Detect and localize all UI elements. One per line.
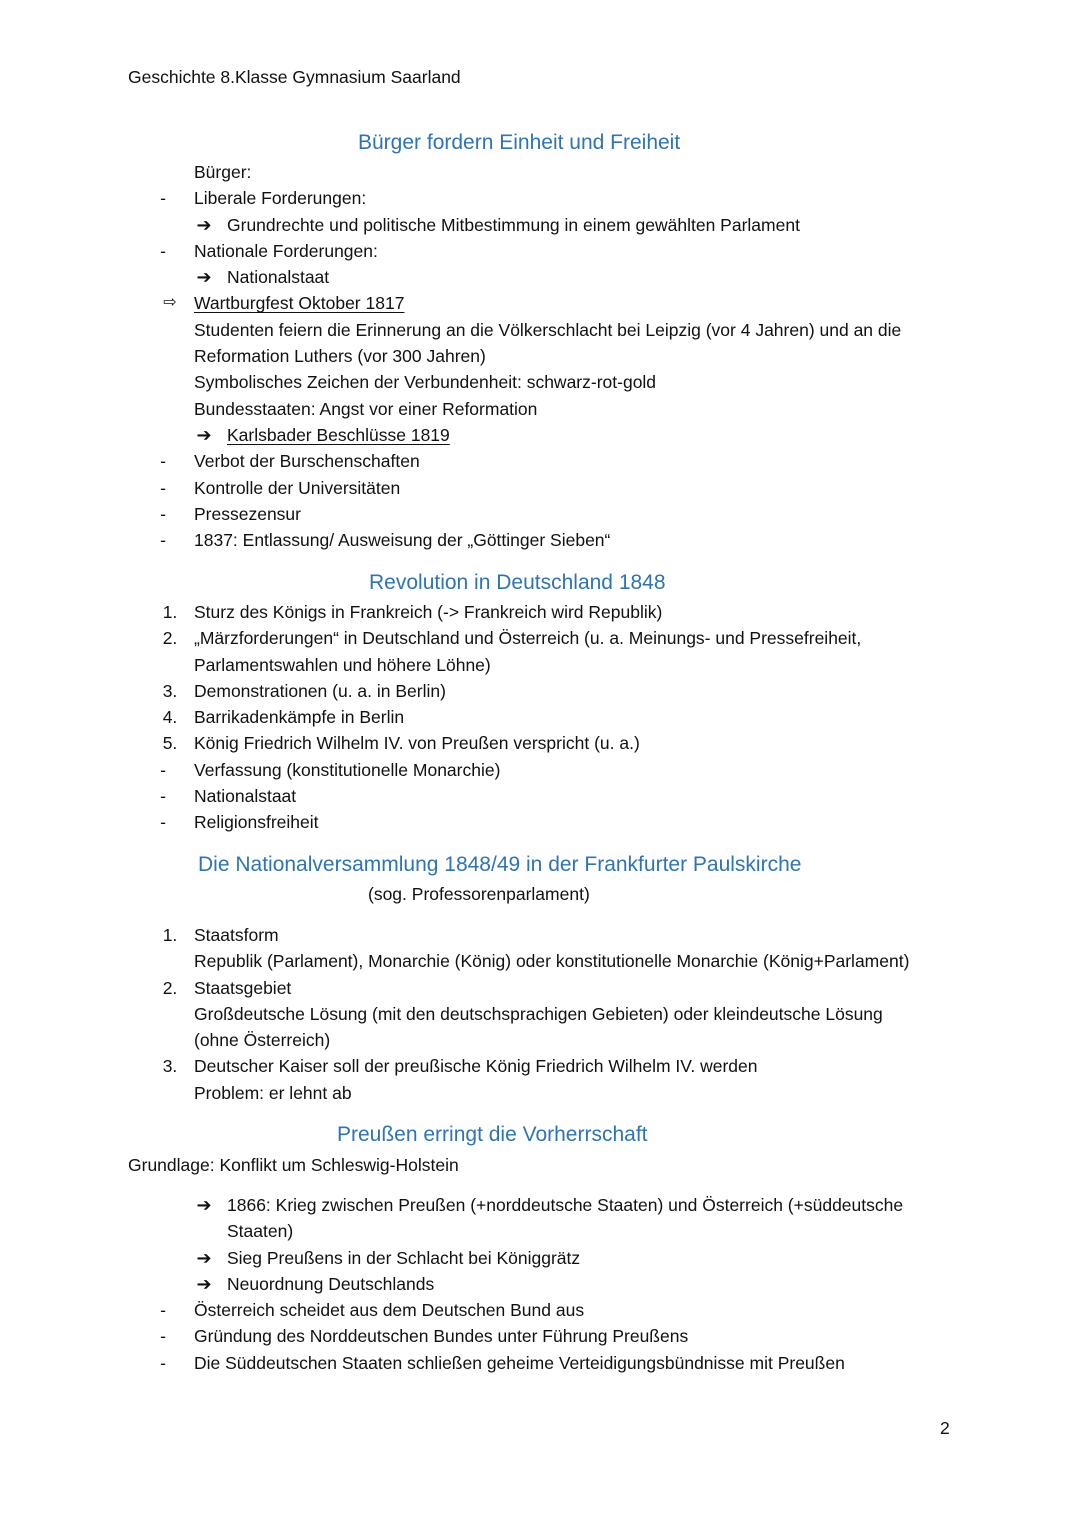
list-item: (ohne Österreich) [194, 1030, 331, 1051]
arrow-right-icon: ➔ [196, 1247, 212, 1268]
list-number: 2. [162, 977, 178, 998]
section-subheading: (sog. Professorenparlament) [368, 884, 590, 904]
section-nationalversammlung-list [0, 922, 1000, 1106]
list-number: 1. [162, 925, 178, 945]
list-item: - Kontrolle der Universitäten [0, 475, 1000, 501]
list-number: 1. [162, 602, 178, 622]
list-item: - Österreich scheidet aus dem Deutschen Bund aus [0, 1297, 1000, 1323]
dash-bullet: - [160, 530, 166, 551]
list-item: Symbolisches Zeichen der Verbundenheit: schwarz-rot-gold [194, 372, 657, 393]
arrow-right-icon: ➔ [196, 1273, 212, 1294]
arrow-right-icon: ➔ [196, 1195, 212, 1215]
list-item: 2. „Märzforderungen“ in Deutschland und Österreich (u. a. Meinungs- und Pressefreiheit, [0, 625, 1000, 651]
arrow-right-icon: ➔ [196, 424, 212, 445]
dash-bullet: - [160, 477, 166, 498]
list-item: - Die Süddeutschen Staaten schließen geheime Verteidigungsbündnisse mit Preußen [0, 1350, 1000, 1376]
list-item: Problem: er lehnt ab [194, 1082, 352, 1103]
list-item: 3. Demonstrationen (u. a. in Berlin) [0, 678, 1000, 704]
list-item: - Liberale Forderungen: [0, 185, 1000, 211]
arrow-right-icon: ➔ [196, 214, 212, 235]
list-item: ➔ Grundrechte und politische Mitbestimmung in einem gewählten Parlament [0, 212, 1000, 238]
list-item: - Gründung des Norddeutschen Bundes unter Führung Preußens [0, 1323, 1000, 1349]
section-heading-preussen: Preußen erringt die Vorherrschaft [337, 1123, 648, 1146]
list-item: Bürger: [194, 162, 252, 182]
list-item: - Verfassung (konstitutionelle Monarchie) [0, 757, 1000, 783]
list-item: 1. Staatsform [0, 922, 1000, 948]
list-item: 4. Barrikadenkämpfe in Berlin [0, 704, 1000, 730]
dash-bullet: - [160, 1300, 166, 1321]
list-item: - Verbot der Burschenschaften [0, 448, 1000, 474]
section-heading-revolution: Revolution in Deutschland 1848 [369, 571, 666, 594]
list-item: 2. Staatsgebiet [0, 975, 1000, 1001]
list-item: Bundesstaaten: Angst vor einer Reformation [194, 398, 538, 419]
section-revolution-list [0, 599, 1000, 836]
list-item: Reformation Luthers (vor 300 Jahren) [194, 346, 486, 367]
dash-bullet: - [160, 812, 166, 833]
dash-bullet: - [160, 1326, 166, 1347]
section-heading-nationalversammlung: Die Nationalversammlung 1848/49 in der Frankfurter Paulskirche [198, 853, 802, 876]
list-item: ➔ Sieg Preußens in der Schlacht bei Königgrätz [0, 1245, 1000, 1271]
list-item: Parlamentswahlen und höhere Löhne) [194, 654, 491, 675]
list-item: ➔ Nationalstaat [0, 264, 1000, 290]
list-item: - Pressezensur [0, 501, 1000, 527]
list-item: ➔ 1866: Krieg zwischen Preußen (+norddeutsche Staaten) und Österreich (+süddeutsche [0, 1192, 1000, 1218]
list-item: Großdeutsche Lösung (mit den deutschsprachigen Gebieten) oder kleindeutsche Lösung [194, 1003, 883, 1024]
list-item: - Nationale Forderungen: [0, 238, 1000, 264]
dash-bullet: - [160, 503, 166, 524]
list-item: 5. König Friedrich Wilhelm IV. von Preußen verspricht (u. a.) [0, 730, 1000, 756]
hollow-arrow-right-icon: ⇨ [163, 294, 177, 312]
list-number: 4. [162, 707, 178, 728]
section-intro: Grundlage: Konflikt um Schleswig-Holstein [128, 1155, 459, 1175]
list-item: Republik (Parlament), Monarchie (König) oder konstitutionelle Monarchie (König+Parlament) [194, 951, 910, 972]
list-item: Staaten) [227, 1221, 294, 1242]
dash-bullet: - [160, 759, 166, 780]
section-preussen-list [0, 1192, 1000, 1376]
list-item: ➔ Karlsbader Beschlüsse 1819 [0, 422, 1000, 448]
list-number: 3. [162, 680, 178, 701]
page-number: 2 [940, 1418, 950, 1438]
dash-bullet: - [160, 240, 166, 261]
list-number: 2. [162, 628, 178, 649]
dash-bullet: - [160, 786, 166, 807]
dash-bullet: - [160, 188, 166, 209]
list-item: - Religionsfreiheit [0, 809, 1000, 835]
section-heading-buerger: Bürger fordern Einheit und Freiheit [358, 131, 681, 154]
section-buerger-list [0, 159, 1000, 553]
arrow-right-icon: ➔ [196, 267, 212, 288]
page-header: Geschichte 8.Klasse Gymnasium Saarland [128, 67, 461, 87]
list-item: 3. Deutscher Kaiser soll der preußische König Friedrich Wilhelm IV. werden [0, 1053, 1000, 1079]
list-item: - 1837: Entlassung/ Ausweisung der „Göttinger Sieben“ [0, 527, 1000, 553]
list-item: ➔ Neuordnung Deutschlands [0, 1271, 1000, 1297]
list-item: ⇨ Wartburgfest Oktober 1817 [0, 290, 1000, 316]
list-item: Studenten feiern die Erinnerung an die Völkerschlacht bei Leipzig (vor 4 Jahren) und an die [194, 319, 902, 340]
list-number: 5. [162, 733, 178, 754]
list-number: 3. [162, 1056, 178, 1077]
dash-bullet: - [160, 451, 166, 472]
list-item: 1. Sturz des Königs in Frankreich (-> Frankreich wird Republik) [0, 599, 1000, 625]
list-item: - Nationalstaat [0, 783, 1000, 809]
dash-bullet: - [160, 1352, 166, 1373]
